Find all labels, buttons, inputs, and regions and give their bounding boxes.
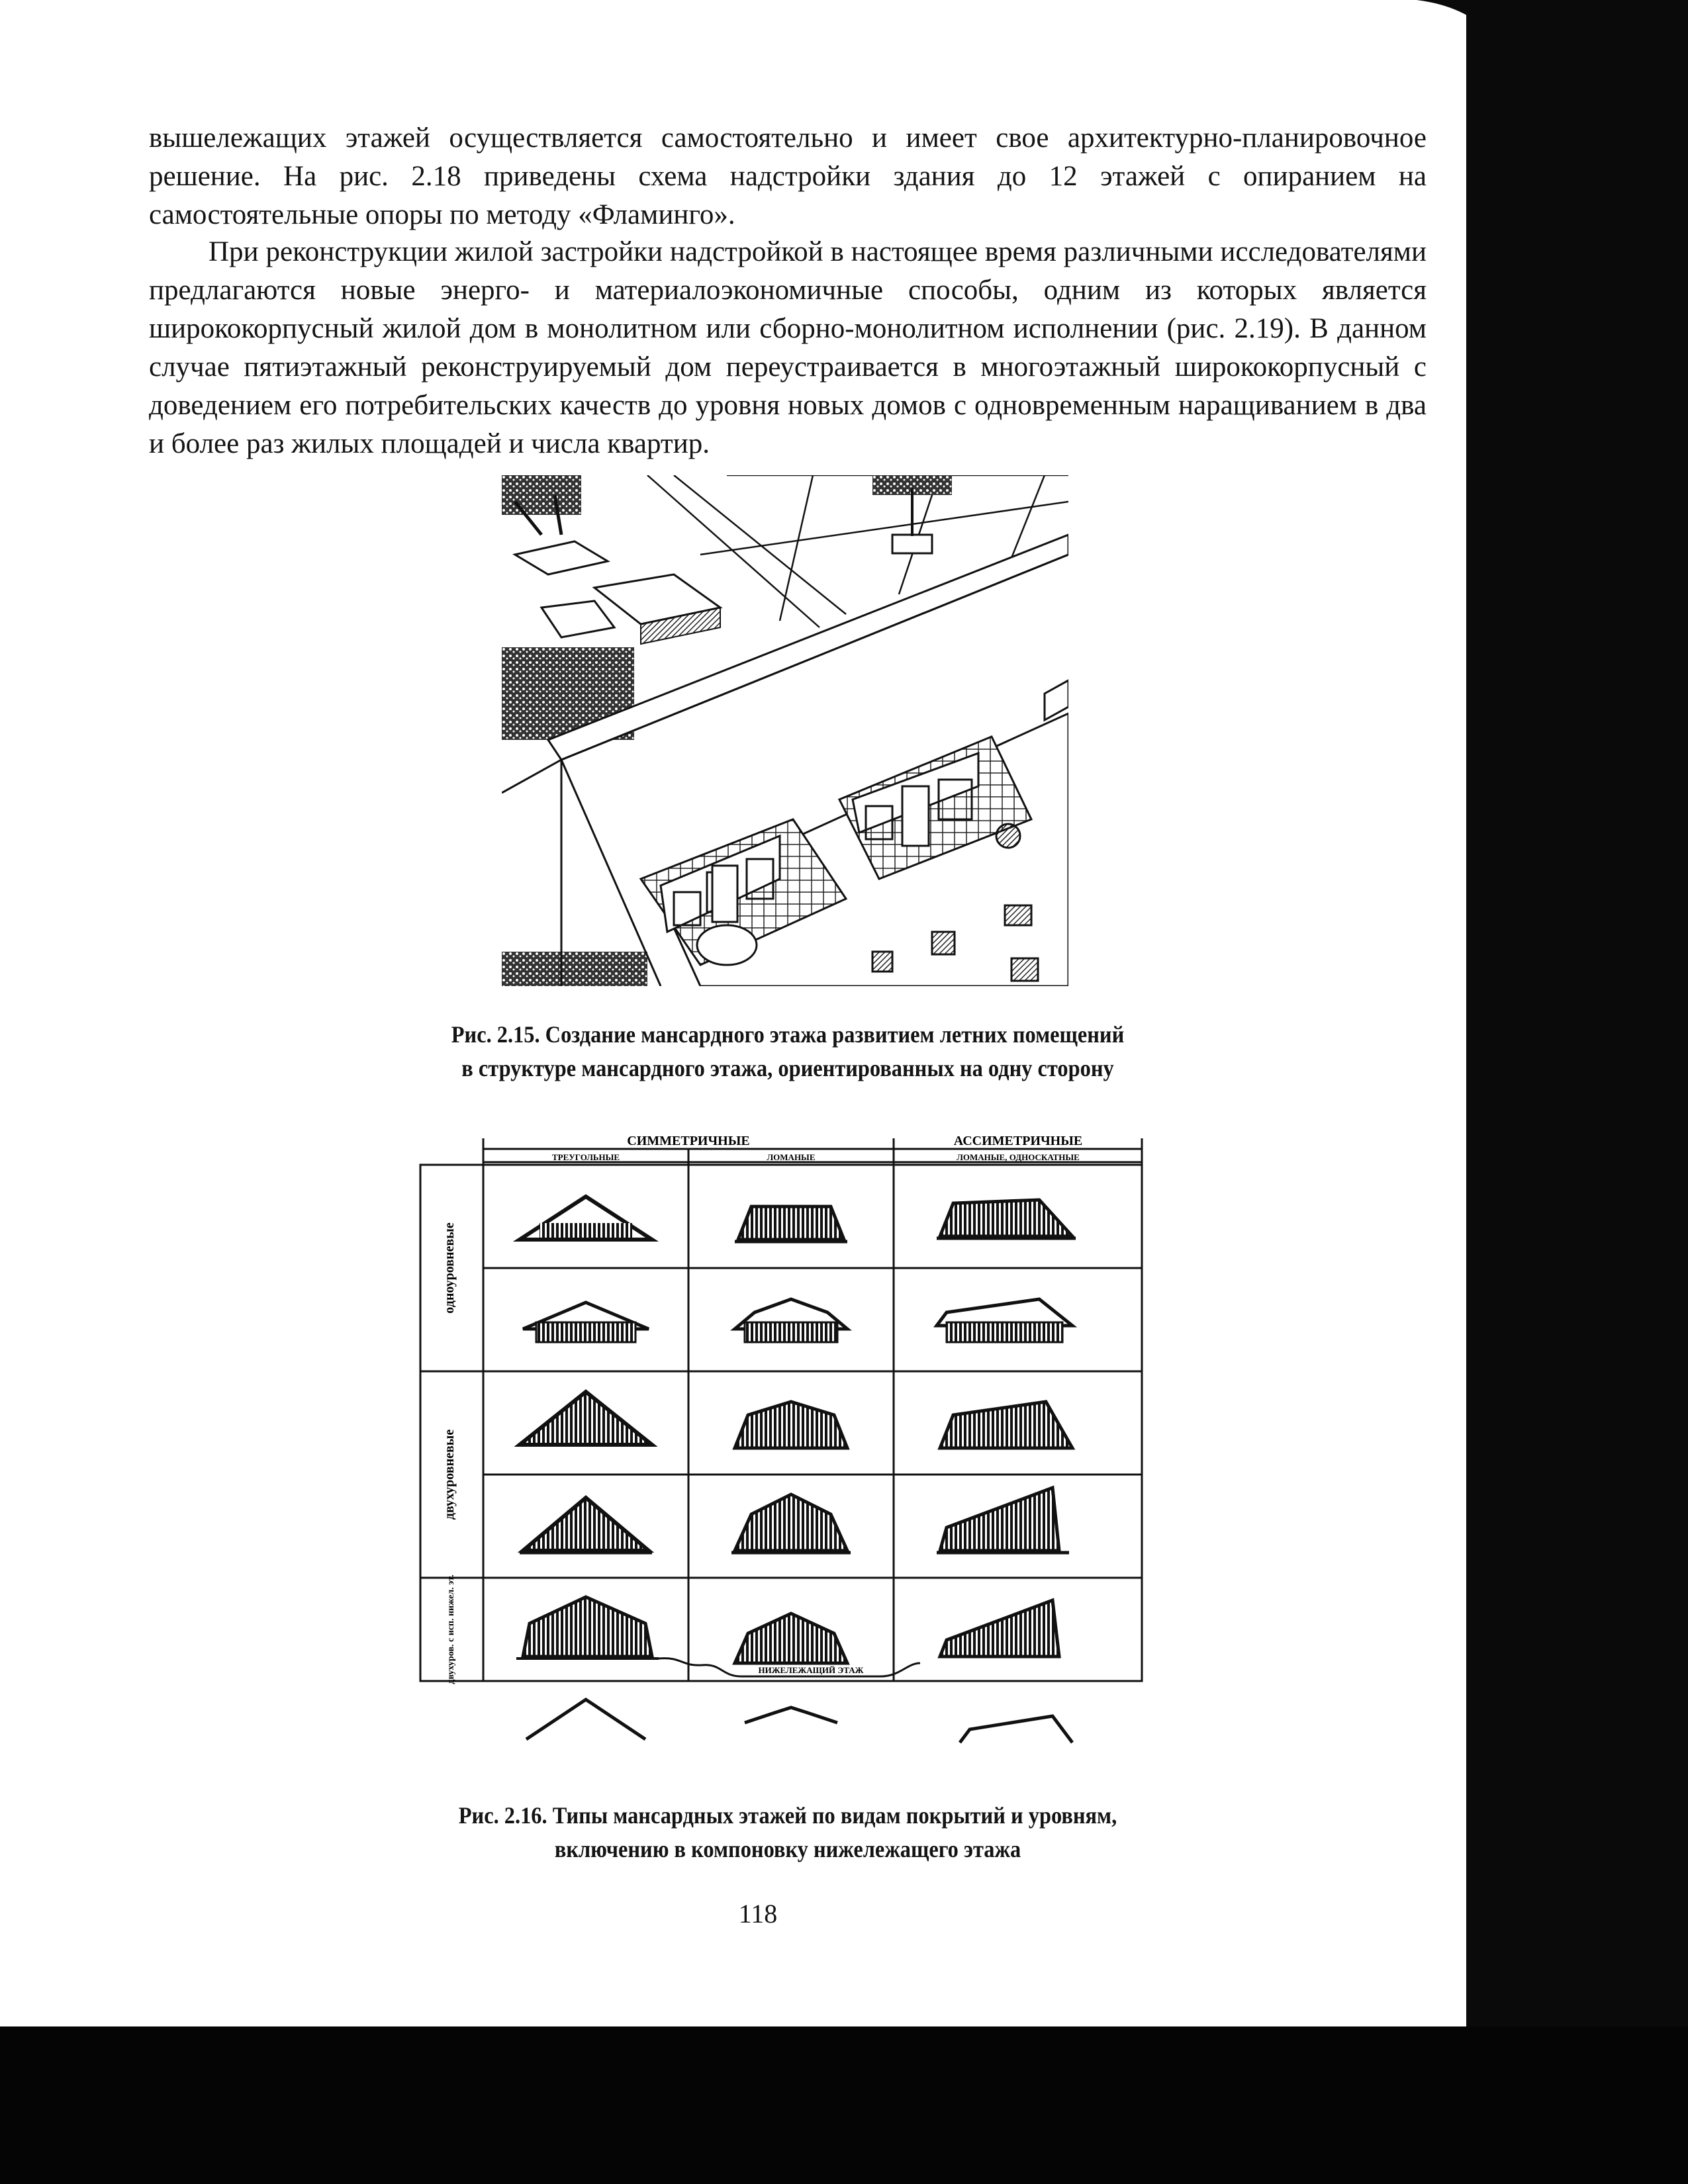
figure-2-caption bbox=[213, 1799, 1363, 1866]
page-number: 118 bbox=[738, 1899, 778, 1929]
profile-broken bbox=[745, 1707, 837, 1723]
attic-type-r5-c3 bbox=[940, 1600, 1059, 1657]
figure-attic-isometric bbox=[502, 475, 1068, 986]
tree-foliage bbox=[502, 475, 581, 515]
attic-type-r2-c2 bbox=[735, 1299, 847, 1342]
attic-type-r1-c1 bbox=[520, 1197, 652, 1240]
figure-attic-types-table bbox=[417, 1124, 1152, 1759]
figure-1-caption-line-2: в структуре мансардного этажа, ориентированных на одну сторону bbox=[461, 1055, 1114, 1081]
figure-2-caption-line-2: включению в компоновку нижележащего этажа bbox=[554, 1836, 1021, 1862]
profile-single-slope bbox=[960, 1716, 1072, 1743]
paragraph-2: При реконструкции жилой застройки надстройкой в настоящее время различными исследователями предлагаются новые энерго- и материалоэкономичные способы, одним из которых является ширококорпусный жилой дом в монолитном или сборно-монолитном исполнении (рис. 2.19). В данном случае пятиэтажный реконструируемый дом переустраивается в многоэтажный ширококорпусный с доведением его потребительских качеств до уровня новых домов с одновременным наращиванием в два и более раз жилых площадей и числа квартир. bbox=[149, 236, 1427, 459]
page-binding-curl bbox=[1417, 0, 1496, 40]
header-asymmetric: АССИМЕТРИЧНЫЕ bbox=[953, 1134, 1083, 1148]
attic-type-r4-c3 bbox=[937, 1488, 1069, 1553]
attic-type-r2-c3 bbox=[937, 1299, 1072, 1342]
lower-floor-label: НИЖЕЛЕЖАЩИЙ ЭТАЖ bbox=[758, 1665, 864, 1675]
attic-type-r3-c3 bbox=[940, 1402, 1072, 1448]
subheader-triangular: ТРЕУГОЛЬНЫЕ bbox=[551, 1152, 620, 1162]
figure-1-caption bbox=[213, 1018, 1363, 1085]
paragraph-1: вышележащих этажей осуществляется самостоятельно и имеет свое архитектурно-планировочное решение. На рис. 2.18 приведены схема надстройки здания до 12 этажей с опиранием на самостоятельные опоры по методу «Фламинго». bbox=[149, 122, 1427, 230]
row-label-two-level: двухуровневые bbox=[442, 1429, 457, 1520]
subheader-broken-single: ЛОМАНЫЕ, ОДНОСКАТНЫЕ bbox=[957, 1152, 1080, 1162]
attic-type-r4-c1 bbox=[520, 1498, 652, 1553]
attic-type-r1-c3 bbox=[937, 1200, 1076, 1238]
subheader-broken: ЛОМАНЫЕ bbox=[767, 1152, 816, 1162]
attic-type-r3-c1 bbox=[520, 1392, 652, 1445]
page-binding-shadow bbox=[1466, 0, 1688, 2026]
row-label-two-level-lower: двухуров. с исп. нижел. эт. bbox=[446, 1574, 456, 1684]
attic-type-r3-c2 bbox=[735, 1402, 847, 1448]
attic-type-r4-c2 bbox=[731, 1494, 851, 1553]
attic-type-r1-c2 bbox=[735, 1206, 847, 1242]
figure-1-caption-line-1: Рис. 2.15. Создание мансардного этажа развитием летних помещений bbox=[451, 1021, 1125, 1048]
profile-triangular bbox=[526, 1700, 645, 1739]
attic-type-r2-c1 bbox=[523, 1302, 649, 1342]
header-symmetric: СИММЕТРИЧНЫЕ bbox=[627, 1134, 750, 1148]
scan-bottom-band bbox=[0, 2026, 1688, 2184]
figure-2-caption-line-1: Рис. 2.16. Типы мансардных этажей по видам покрытий и уровням, bbox=[458, 1802, 1117, 1829]
attic-type-r5-c2 bbox=[735, 1614, 847, 1663]
row-label-single-level: одноуровневые bbox=[442, 1222, 457, 1314]
attic-type-r5-c1 bbox=[516, 1597, 659, 1659]
